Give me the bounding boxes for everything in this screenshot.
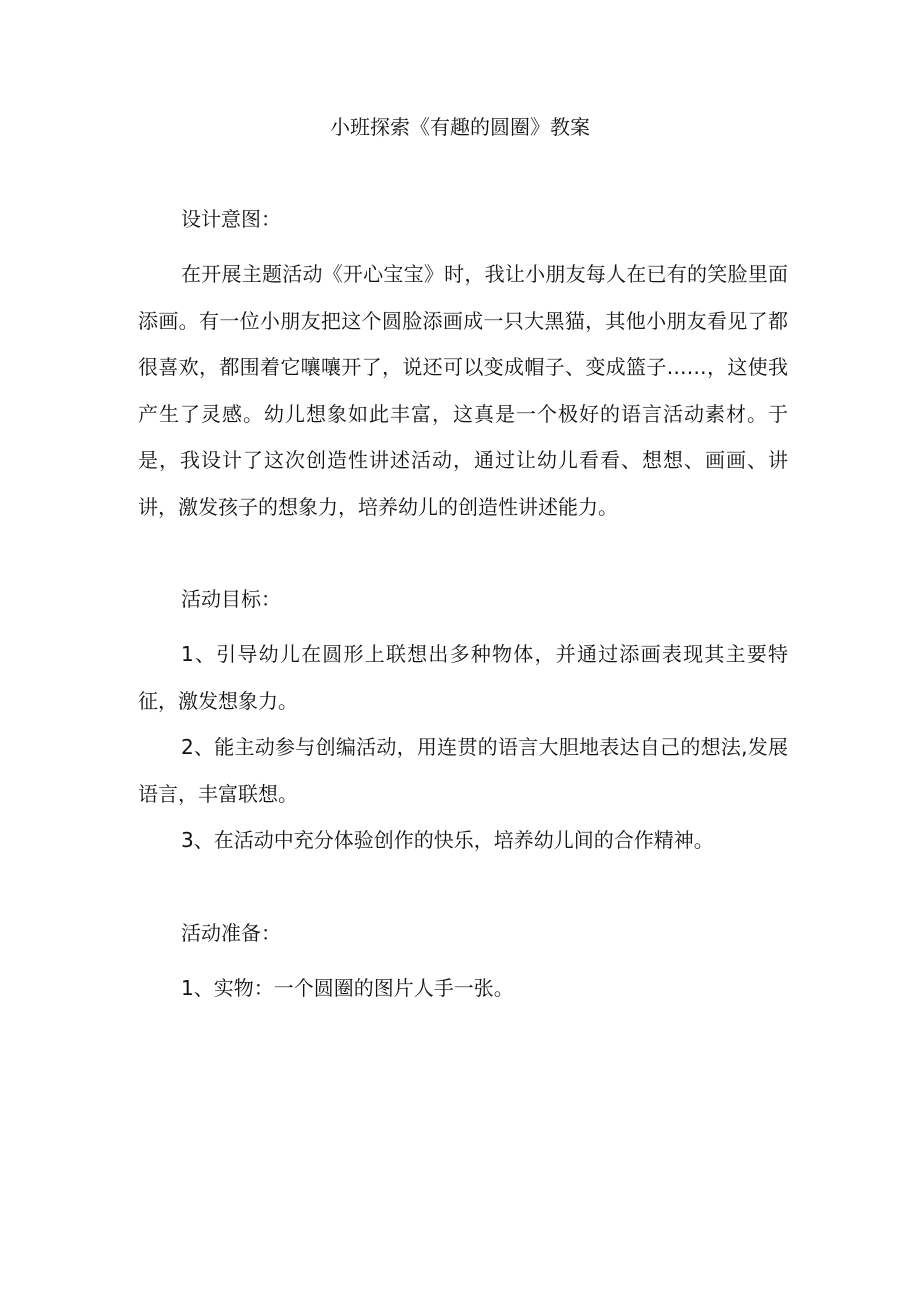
section-heading: 活动目标： [181, 587, 281, 611]
section-heading: 活动准备： [181, 920, 281, 945]
list-item: 2、能主动参与创编活动，用连贯的语言大胆地表达自己的想法,发展语言，丰富联想。 [138, 735, 788, 806]
section-design-intent [138, 202, 788, 530]
document-body [138, 202, 788, 1011]
list-item: 3、在活动中充分体验创作的快乐，培养幼儿间的合作精神。 [181, 828, 714, 852]
section-activity-preparation [138, 916, 788, 1012]
list-item: 1、引导幼儿在圆形上联想出多种物体，并通过添画表现其主要特征，激发想象力。 [138, 642, 788, 713]
section-activity-goals [138, 582, 788, 864]
list-item: 1、实物：一个圆圈的图片人手一张。 [181, 975, 514, 1000]
paragraph: 在开展主题活动《开心宝宝》时，我让小朋友每人在已有的笑脸里面添画。有一位小朋友把这个圆脸添画成一只大黑猫，其他小朋友看见了都很喜欢，都围着它嚷嚷开了，说还可以变成帽子、变成篮子……，这使我产生了灵感。幼儿想象如此丰富，这真是一个极好的语言活动素材。于是，我设计了这次创造性讲述活动，通过让幼儿看看、想想、画画、讲讲，激发孩子的想象力，培养幼儿的创造性讲述能力。 [138, 262, 788, 519]
section-heading: 设计意图： [181, 207, 281, 231]
document-title: 小班探索《有趣的圆圈》教案 [330, 115, 590, 139]
